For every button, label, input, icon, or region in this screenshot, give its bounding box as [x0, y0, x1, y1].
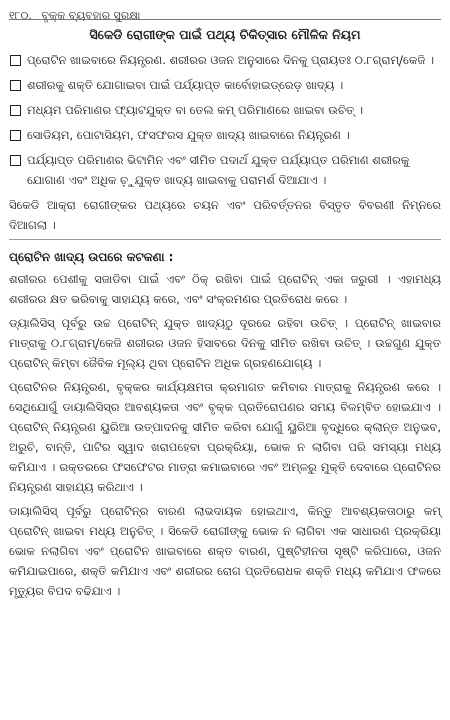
book-title: ବୃକ୍କ ବ୍ୟବହାର ସୁରକ୍ଷା: [41, 9, 141, 22]
checklist-item: [9, 100, 441, 120]
body-paragraph: ଡ୍ୟାଲିସିସ୍ ପୂର୍ବରୁ ଉଚ୍ଚ ପ୍ରୋଟିନ୍ ଯୁକ୍ତ ଖାଦ୍ୟଠୁ ଦୂରରେ ରହିବା ଉଚିତ୍ । ପ୍ରୋଟିନ୍ ଖାଇବାର ମାତ୍ରାକୁ ୦.୮ଗ୍ରାମ୍/କେଜି ଶରୀରର ଓଜନ ହିସାବରେ ଦିନକୁ ସୀମିତ ରଖିବା ଉଚିତ୍ । ଉଚ୍ଚଗୁଣ ଯୁକ୍ତ ପ୍ରୋଟିନ୍ କିମ୍ବା ଜୈବିକ ମୂଲ୍ୟ ଥିବା ପ୍ରୋଟିନ ଅଧିକ ଗ୍ରହଣଯୋଗ୍ୟ ।: [9, 316, 441, 370]
checkbox-icon: [10, 55, 21, 66]
running-header: [9, 0, 441, 20]
checklist-item: [9, 50, 441, 70]
body-paragraph: ପ୍ରୋଟିନର ନିୟନ୍ତ୍ରଣ, ବୃକ୍କର କାର୍ଯ୍ୟକ୍ଷମତା କ୍ରମାଗତ କମିବାର ମାତ୍ରାକୁ ନିୟନ୍ତ୍ରଣ କରେ । ସେଥିଯୋଗୁଁ ଡାୟାଲିସିସ୍‌ର ଆବଶ୍ୟକତା ଏବଂ ବୃକ୍କ ପ୍ରତିରୋପଣର ସମୟ ବିଳମ୍ବିତ ହୋଇଯାଏ । ପ୍ରୋଟିନ୍ ନିୟନ୍ତ୍ରଣ ୟୁରିଆ ଉତ୍ପାଦନକୁ ସୀମିତ କରିବା ଯୋଗୁଁ ୟୁରିଆ ବୃଦ୍ଧିରେ କ୍ଲାନ୍ତ ଅନୁଭବ, ଅରୁଚି, ବାନ୍ତି, ପାଟିର ସ୍ୱାଦ ଖରାପହେବା ପ୍ରକ୍ରିୟା, ଭୋକ ନ ଲାଗିବା ପରି ସମସ୍ୟା ମଧ୍ୟ କମିଯାଏ । ରକ୍ତରରେ ଫସଫେଟର ମାତ୍ରା କମାଇବାରେ ଏବଂ ଅମ୍ଳରୁ ମୁକ୍ତି ଦେବାରେ ପ୍ରୋଟିନର ନିୟନ୍ତ୍ରଣ ସାହାଯ୍ୟ କରିଥାଏ ।: [9, 380, 441, 494]
checklist-item: [9, 125, 441, 145]
checkbox-icon: [10, 130, 21, 141]
checklist-item: [9, 150, 441, 190]
checklist-item-text: ପର୍ଯ୍ୟାପ୍ତ ପରିମାଣର ଭିଟାମିନ ଏବଂ ସୀମିତ ପଦାର୍ଥ ଯୁକ୍ତ ପର୍ଯ୍ୟାପ୍ତ ପରିମାଣ ଶରୀରକୁ ଯୋଗାଣ ଏବଂ ଅଧିକ ଚ଼ୁଯୁକ୍ତ ଖାଦ୍ୟ ଖାଇବାକୁ ପରାମର୍ଶ ଦିଆଯାଏ ।: [27, 153, 410, 187]
checklist-item: [9, 75, 441, 95]
checkbox-icon: [10, 155, 21, 166]
body-paragraph: ଡାୟାଲିସିସ୍ ପୂର୍ବରୁ ପ୍ରୋଟିନ୍‌ର ବାରଣ ଲାଭଦାୟକ ହୋଇଥାଏ, କିନ୍ତୁ ଆବଶ୍ୟକତାଠାରୁ କମ୍ ପ୍ରୋଟିନ୍ ଖାଇବା ମଧ୍ୟ ଅନୁଚିତ୍ । ସିକେଡି ରୋଗୀଙ୍କୁ ଭୋକ ନ ଲାଗିବା ଏକ ସାଧାରଣ ପ୍ରକ୍ରିୟା ଭୋକ ନଲାଗିବା ଏବଂ ପ୍ରୋଟିନ ଖାଇବାରେ ଶକ୍ତ ବାରଣ, ପୁଷ୍ଟିହୀନତା ସୃଷ୍ଟି କରିପାରେ, ଓଜନ କମିଯାଇପାରେ, ଶକ୍ତି କମିଯାଏ ଏବଂ ଶରୀରର ରୋଗ ପ୍ରତିରୋଧକ ଶକ୍ତି ମଧ୍ୟ କମିଯାଏ ଫଳରେ ମୃତ୍ୟୁର ବିପଦ ବଢିଯାଏ ।: [9, 504, 441, 598]
page-number: ୧୮୦.: [9, 9, 32, 22]
checkbox-icon: [10, 80, 21, 91]
checklist-item-text: ସୋଡିୟମ, ପୋଟାସିୟମ, ଫସଫରସ ଯୁକ୍ତ ଖାଦ୍ୟ ଖାଇବାରେ ନିୟନ୍ତ୍ରଣ ।: [27, 128, 350, 142]
section-divider: [9, 239, 441, 240]
section-title: ସିକେଡି ରୋଗୀଙ୍କ ପାଇଁ ପଥ୍ୟ ଚିକିତ୍ସାର ମୌଳିକ ନିୟମ: [89, 27, 361, 42]
checklist-item-text: ମଧ୍ୟମ ପରିମାଣର ଫ୍ୟାଟଯୁକ୍ତ ବା ତେଲ କମ୍ ପରିମାଣରେ ଖାଇବା ଉଚିତ୍ ।: [27, 103, 364, 117]
checkbox-icon: [10, 105, 21, 116]
checklist-item-text: ଶରୀରକୁ ଶକ୍ତି ଯୋଗାଇବା ପାଇଁ ପର୍ଯ୍ୟାପ୍ତ କାର୍ବୋହାଇଡ୍ରେଡ଼ ଖାଦ୍ୟ ।: [27, 78, 344, 92]
subsection-heading: ପ୍ରୋଟିନ ଖାଦ୍ୟ ଉପରେ କଟକଣା :: [9, 250, 174, 264]
intro-note: ସିକେଡି ଆକ୍ରା ରୋଗୀଙ୍କର ପଥ୍ୟରେ ଚୟନ ଏବଂ ପରିବର୍ତ୍ତନର ବିସ୍ତୃତ ବିବରଣୀ ନିମ୍ନରେ ଦିଆଗଲା ।: [9, 198, 441, 232]
checklist-item-text: ପ୍ରୋଟିନ ଖାଇବାରେ ନିୟନ୍ତ୍ରଣ. ଶରୀରର ଓଜନ ଅନୁସାରେ ଦିନକୁ ପ୍ରାୟତଃ ୦.୮ଗ୍ରାମ୍/କେଜି ।: [27, 53, 435, 67]
body-paragraph: ଶରୀରର ପେଶୀକୁ ସଜାଡିବା ପାଇଁ ଏବଂ ଠିକ୍ ରଖିବା ପାଇଁ ପ୍ରୋଟିନ୍ ଏକା ଜରୁରୀ । ଏହାମଧ୍ୟ ଶରୀରର କ୍ଷତ ଭରିବାକୁ ସାହାଯ୍ୟ କରେ, ଏବଂ ସଂକ୍ରମଣର ପ୍ରତିରୋଧ କରେ ।: [9, 272, 441, 306]
rules-checklist: [9, 50, 441, 190]
